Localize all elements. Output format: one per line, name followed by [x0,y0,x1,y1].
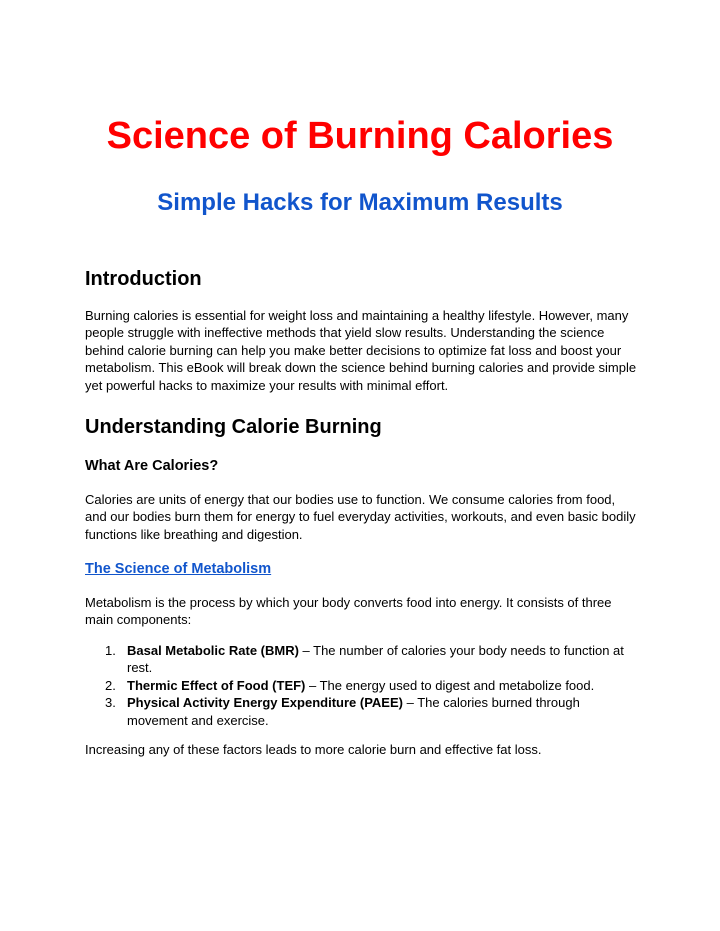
list-item-number: 1. [105,643,116,658]
list-item [85,642,640,677]
introduction-paragraph: Burning calories is essential for weight loss and maintaining a healthy lifestyle. However, many people struggle with ineffective methods that yield slow results. Understanding the science behind calorie burning can help you make better decisions to optimize fat loss and boost your metabolism. This eBook will break down the science behind burning calories and provide simple yet powerful hacks to maximize your results with minimal effort. [85,308,637,393]
document-subtitle: Simple Hacks for Maximum Results [157,189,563,216]
list-item-description: – The energy used to digest and metabolize food. [305,677,595,693]
metabolism-intro-paragraph: Metabolism is the process by which your body converts food into energy. It consists of three main components: [85,595,612,628]
metabolism-components-list [85,642,640,729]
list-item-term: Thermic Effect of Food (TEF) [127,677,306,693]
what-are-calories-heading: What Are Calories? [85,458,219,474]
list-item-description: – The calories burned through movement and exercise. [127,695,580,728]
list-item-description: – The number of calories your body needs to function at rest. [127,643,624,676]
introduction-heading: Introduction [85,268,202,290]
list-item-term: Basal Metabolic Rate (BMR) [127,643,299,658]
list-item [85,694,640,729]
list-item-term: Physical Activity Energy Expenditure (PAEE) [127,695,403,711]
document-title: Science of Burning Calories [106,115,614,157]
list-item-number: 3. [105,695,116,711]
metabolism-conclusion-paragraph: Increasing any of these factors leads to more calorie burn and effective fat loss. [85,742,542,757]
metabolism-heading-link[interactable]: The Science of Metabolism [85,561,272,577]
understanding-heading: Understanding Calorie Burning [85,416,382,438]
list-item [85,677,640,694]
list-item-number: 2. [105,677,116,693]
calories-paragraph: Calories are units of energy that our bodies use to function. We consume calories from food, and our bodies burn them for energy to fuel everyday activities, workouts, and even basic bodily functions like breathing and digestion. [85,492,636,542]
